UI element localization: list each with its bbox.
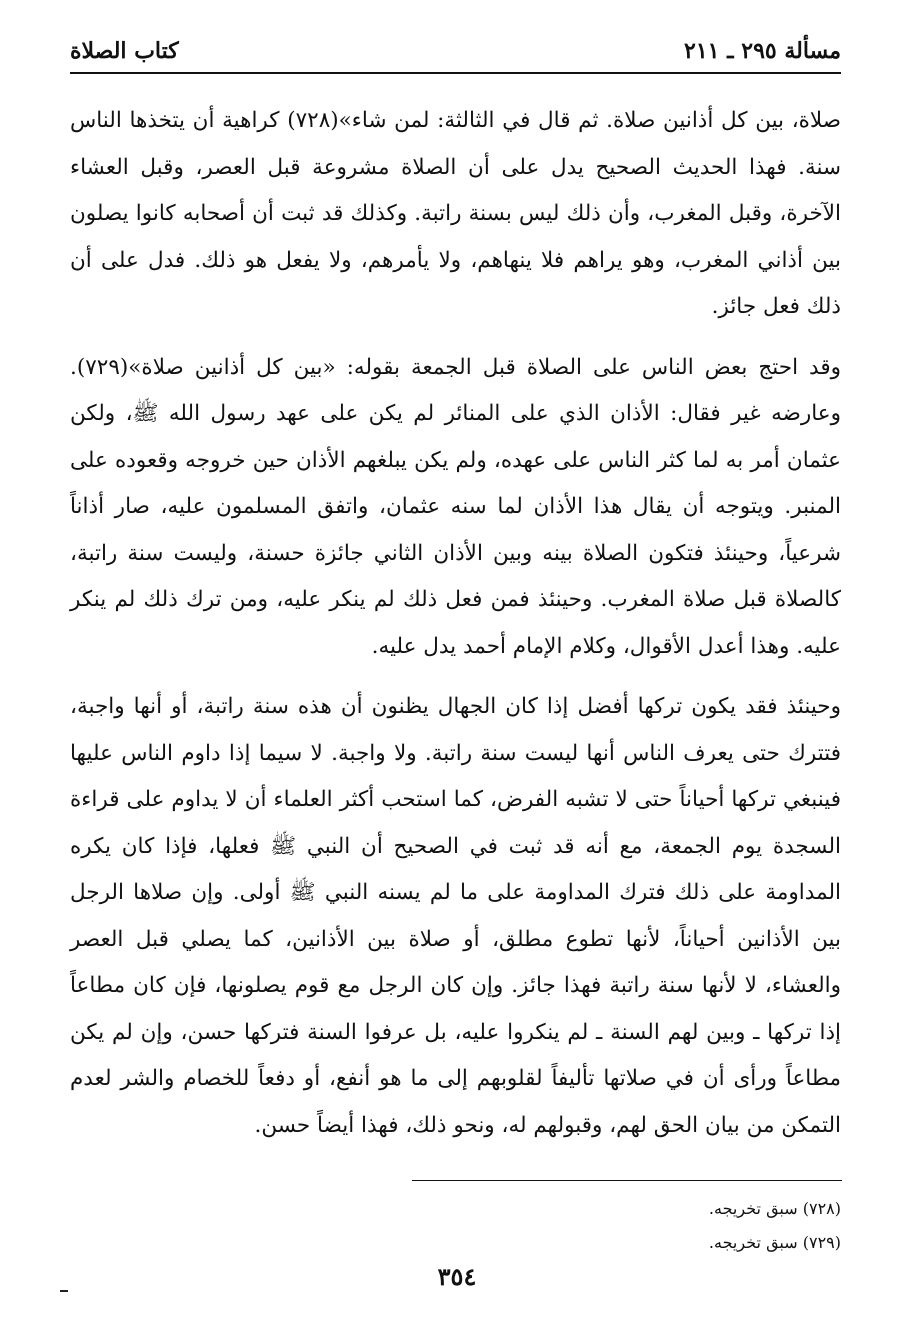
page-header: [70, 30, 841, 74]
paragraph: وحينئذ فقد يكون تركها أفضل إذا كان الجهال يظنون أن هذه سنة راتبة، أو أنها واجبة، فتترك حتى يعرف الناس أنها ليست سنة راتبة. ولا واجبة. لا سيما إذا داوم الناس عليها فينبغي تركها أحياناً حتى لا تشبه الفرض، كما استحب أكثر العلماء أن لا يداوم على قراءة السجدة يوم الجمعة، مع أنه قد ثبت في الصحيح أن النبي ﷺ فعلها، فإذا كان يكره المداومة على ذلك فترك المداومة على ما لم يسنه النبي ﷺ أولى. وإن صلاها الرجل بين الأذانين أحياناً، لأنها تطوع مطلق، أو صلاة بين الأذانين، كما يصلي قبل العصر والعشاء، لا لأنها سنة راتبة فهذا جائز. وإن كان الرجل مع قوم يصلونها، فإن كان مطاعاً إذا تركها ـ وبين لهم السنة ـ لم ينكروا عليه، بل عرفوا السنة فتركها حسن، وإن لم يكن مطاعاً ورأى أن في صلاتها تأليفاً لقلوبهم إلى ما هو أنفع، أو دفعاً للخصام والشر لعدم التمكن من بيان الحق لهم، وقبولهم له، ونحو ذلك، فهذا أيضاً حسن.: [70, 694, 841, 1138]
main-text: [70, 98, 841, 1163]
paragraph: وقد احتج بعض الناس على الصلاة قبل الجمعة بقوله: «بين كل أذانين صلاة»(٧٢٩). وعارضه غير فقال: الأذان الذي على المنائر لم يكن على عهد رسول الله ﷺ، ولكن عثمان أمر به لما كثر الناس على عهده، ولم يكن يبلغهم الأذان حين خروجه وقعوده على المنبر. ويتوجه أن يقال هذا الأذان لما سنه عثمان، واتفق المسلمون عليه، صار أذاناً شرعياً، وحينئذ فتكون الصلاة بينه وبين الأذان الثاني جائزة حسنة، وليست سنة راتبة، كالصلاة قبل صلاة المغرب. وحينئذ فمن فعل ذلك لم ينكر عليه، ومن ترك ذلك لم ينكر عليه. وهذا أعدل الأقوال، وكلام الإمام أحمد يدل عليه.: [70, 354, 841, 659]
footnote: (٧٢٩) سبق تخريجه.: [708, 1233, 841, 1252]
issue-range: مسألة ٢٩٥ ـ ٢١١: [684, 38, 841, 64]
scan-mark: [60, 1290, 68, 1292]
book-title: كتاب الصلاة: [70, 38, 179, 64]
footnotes: [70, 1192, 841, 1260]
paragraph: صلاة، بين كل أذانين صلاة. ثم قال في الثالثة: لمن شاء»(٧٢٨) كراهية أن يتخذها الناس سنة. فهذا الحديث الصحيح يدل على أن الصلاة مشروعة قبل العصر، وقبل العشاء الآخرة، وقبل المغرب، وأن ذلك ليس بسنة راتبة. وكذلك قد ثبت أن أصحابه كانوا يصلون بين أذاني المغرب، وهو يراهم فلا ينهاهم، ولا يأمرهم، ولا يفعل هو ذلك. فدل على أن ذلك فعل جائز.: [70, 108, 842, 319]
footnote-separator: [412, 1180, 842, 1181]
footnote: (٧٢٨) سبق تخريجه.: [708, 1199, 841, 1218]
page-number: ٣٥٤: [437, 1262, 477, 1291]
